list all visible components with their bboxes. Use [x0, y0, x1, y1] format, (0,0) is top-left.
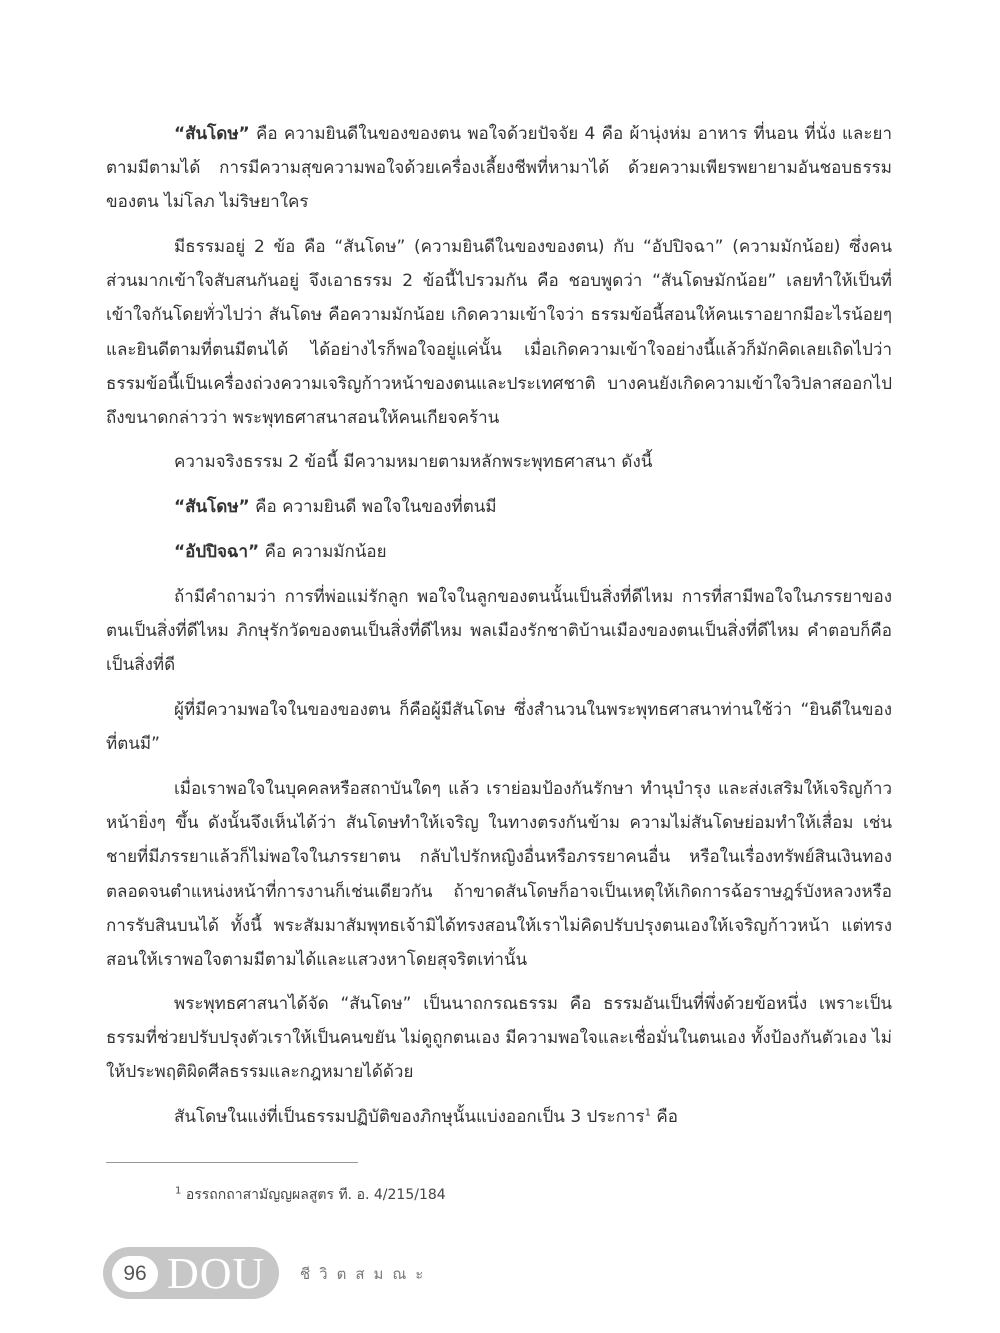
body-text: [106, 490, 892, 524]
paragraph: [106, 117, 892, 220]
paragraph: [106, 772, 892, 977]
paragraph-text: เมื่อเราพอใจในบุคคลหรือสถาบันใดๆ แล้ว เราย่อมป้องกันรักษา ทำนุบำรุง และส่งเสริมให้เจริญก้าวหน้ายิ่งๆ ขึ้น ดังนั้นจึงเห็นได้ว่า สันโดษทำให้เจริญ ในทางตรงกันข้าม ความไม่สันโดษย่อมทำให้เสื่อม เช่น ชายที่มีภรรยาแล้วก็ไม่พอใจในภรรยาตน กลับไปรักหญิงอื่นหรือภรรยาคนอื่น หรือในเรื่องทรัพย์สินเงินทอง ตลอดจนตำแหน่งหน้าที่การงานก็เช่นเดียวกัน ถ้าขาดสันโดษก็อาจเป็นเหตุให้เกิดการฉ้อราษฎร์บังหลวงหรือการรับสินบนได้ ทั้งนี้ พระสัมมาสัมพุทธเจ้ามิได้ทรงสอนให้เราไม่คิดปรับปรุงตนเองให้เจริญก้าวหน้า แต่ทรงสอนให้เราพอใจตามมีตามได้และแสวงหาโดยสุจริตเท่านั้น: [106, 779, 892, 971]
paragraph-text: ผู้ที่มีความพอใจในของของตน ก็คือผู้มีสันโดษ ซึ่งสำนวนในพระพุทธศาสนาท่านใช้ว่า “ยินดีในของที่ตนมี”: [106, 700, 892, 755]
term: “อัปปิจฉา”: [174, 542, 260, 562]
paragraph-text: คือ ความมักน้อย: [259, 542, 387, 562]
paragraph-text: พระพุทธศาสนาได้จัด “สันโดษ” เป็นนาถกรณธรรม คือ ธรรมอันเป็นที่พึ่งด้วยข้อหนึ่ง เพราะเป็นธรรมที่ช่วยปรับปรุงตัวเราให้เป็นคนขยัน ไม่ดูถูกตนเอง มีความพอใจและเชื่อมั่นในตนเอง ทั้งป้องกันตัวเอง ไม่ให้ประพฤติผิดศีลธรรมและกฎหมายได้ด้วย: [106, 994, 892, 1083]
paragraph-text: ความจริงธรรม 2 ข้อนี้ มีความหมายตามหลักพระพุทธศาสนา ดังนี้: [174, 452, 653, 472]
paragraph: [106, 230, 892, 435]
paragraph-text: คือ ความยินดี พอใจในของที่ตนมี: [249, 497, 497, 517]
body-text: [106, 772, 892, 977]
body-text: [106, 693, 892, 761]
body-text: [106, 987, 892, 1090]
footnote: [175, 1184, 446, 1206]
body-text: [106, 445, 892, 479]
paragraph: [106, 580, 892, 683]
body-text: [106, 580, 892, 683]
page-number: 96: [112, 1256, 158, 1292]
footnote-marker: 1: [175, 1185, 182, 1197]
term: “สันโดษ”: [174, 124, 250, 144]
footnote-divider: [106, 1162, 358, 1163]
paragraph: [106, 535, 892, 569]
paragraph: [106, 693, 892, 761]
paragraph-text: สันโดษในแง่ที่เป็นธรรมปฏิบัติของภิกษุนั้นแบ่งออกเป็น 3 ประการ: [174, 1107, 645, 1127]
paragraph: [106, 1100, 892, 1134]
term: “สันโดษ”: [174, 497, 250, 517]
dou-logo: DOU: [167, 1249, 266, 1298]
paragraph: [106, 445, 892, 479]
footnote-ref[interactable]: 1: [644, 1107, 651, 1119]
paragraph-text: คือ: [650, 1107, 678, 1127]
body-text: [106, 535, 892, 569]
body-text: [106, 230, 892, 435]
paragraph-text: ถ้ามีคำถามว่า การที่พ่อแม่รักลูก พอใจในลูกของตนนั้นเป็นสิ่งที่ดีไหม การที่สามีพอใจในภรรยาของตนเป็นสิ่งที่ดีไหม ภิกษุรักวัดของตนเป็นสิ่งที่ดีไหม พลเมืองรักชาติบ้านเมืองของตนเป็นสิ่งที่ดีไหม คำตอบก็คือ เป็นสิ่งที่ดี: [106, 587, 892, 676]
body-text: [106, 117, 892, 220]
book-title: ชีวิตสมณะ: [300, 1265, 433, 1283]
footnote-text: อรรถกถาสามัญญผลสูตร ที. อ. 4/215/184: [181, 1187, 446, 1203]
paragraph: [106, 987, 892, 1090]
body-text: [106, 1100, 892, 1134]
paragraph-text: มีธรรมอยู่ 2 ข้อ คือ “สันโดษ” (ความยินดีในของของตน) กับ “อัปปิจฉา” (ความมักน้อย) ซึ่งคนส่วนมากเข้าใจสับสนกันอยู่ จึงเอาธรรม 2 ข้อนี้ไปรวมกัน คือ ชอบพูดว่า “สันโดษมักน้อย” เลยทำให้เป็นที่เข้าใจกันโดยทั่วไปว่า สันโดษ คือความมักน้อย เกิดความเข้าใจว่า ธรรมข้อนี้สอนให้คนเราอยากมีอะไรน้อยๆ และยินดีตามที่ตนมีตนได้ ได้อย่างไรก็พอใจอยู่แค่นั้น เมื่อเกิดความเข้าใจอย่างนี้แล้วก็มักคิดเลยเถิดไปว่า ธรรมข้อนี้เป็นเครื่องถ่วงความเจริญก้าวหน้าของตนและประเทศชาติ บางคนยังเกิดความเข้าใจวิปลาสออกไปถึงขนาดกล่าวว่า พระพุทธศาสนาสอนให้คนเกียจคร้าน: [106, 237, 892, 429]
paragraph-text: คือ ความยินดีในของของตน พอใจด้วยปัจจัย 4 คือ ผ้านุ่งห่ม อาหาร ที่นอน ที่นั่ง และยา ตามมีตามได้ การมีความสุขความพอใจด้วยเครื่องเลี้ยงชีพที่หามาได้ ด้วยความเพียรพยายามอันชอบธรรมของตน ไม่โลภ ไม่ริษยาใคร: [106, 124, 892, 213]
paragraph: [106, 490, 892, 524]
